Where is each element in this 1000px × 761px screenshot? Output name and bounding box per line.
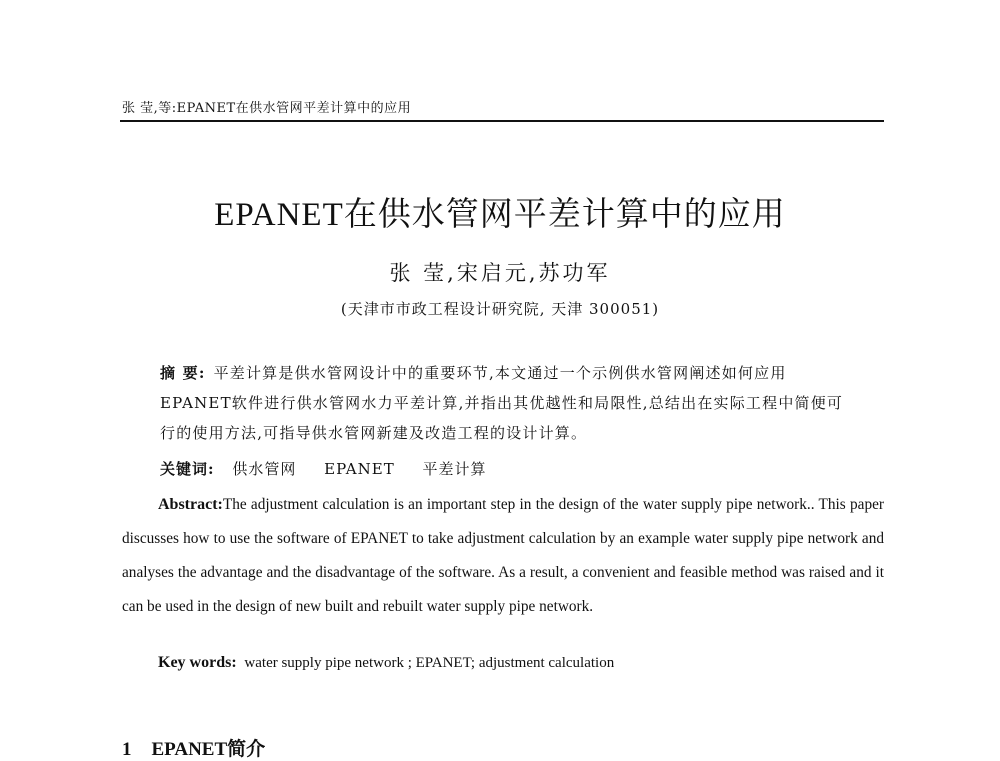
abstract-chinese-label: 摘 要:	[160, 364, 206, 382]
keyword-item: 平差计算	[422, 460, 487, 478]
abstract-chinese	[160, 358, 850, 448]
keyword-item: EPANET	[324, 460, 395, 478]
abstract-chinese-text: 平差计算是供水管网设计中的重要环节,本文通过一个示例供水管网阐述如何应用EPANET软件进行供水管网水力平差计算,并指出其优越性和局限性,总结出在实际工程中简便可行的使用方法,可指导供水管网新建及改造工程的设计计算。	[160, 364, 844, 442]
section-title: EPANET简介	[151, 739, 266, 760]
keywords-chinese-label: 关键词:	[160, 460, 215, 478]
keywords-english	[158, 654, 614, 672]
abstract-english	[122, 488, 884, 624]
keywords-english-label: Key words:	[158, 654, 237, 671]
keywords-chinese	[160, 458, 509, 479]
running-head: 张 莹,等:EPANET在供水管网平差计算中的应用	[122, 101, 412, 116]
paper-title: EPANET在供水管网平差计算中的应用	[214, 197, 786, 233]
keyword-item: 供水管网	[232, 460, 297, 478]
section-number: 1	[122, 739, 132, 760]
abstract-english-label: Abstract:	[158, 496, 223, 513]
abstract-english-text: The adjustment calculation is an important step in the design of the water supply pipe network.. This paper discusses how to use the software of EPANET to take adjustment calculation by an example water supply pipe network and analyses the advantage and the disadvantage of the software. As a result, a convenient and feasible method was raised and it can be used in the design of new built and rebuilt water supply pipe network.	[122, 496, 884, 615]
section-heading	[122, 734, 265, 761]
keywords-english-text: water supply pipe network ; EPANET; adjustment calculation	[244, 655, 615, 671]
affiliation: (天津市市政工程设计研究院, 天津 300051)	[340, 300, 660, 318]
authors: 张 莹,宋启元,苏功军	[389, 261, 611, 285]
header-rule	[120, 120, 884, 122]
